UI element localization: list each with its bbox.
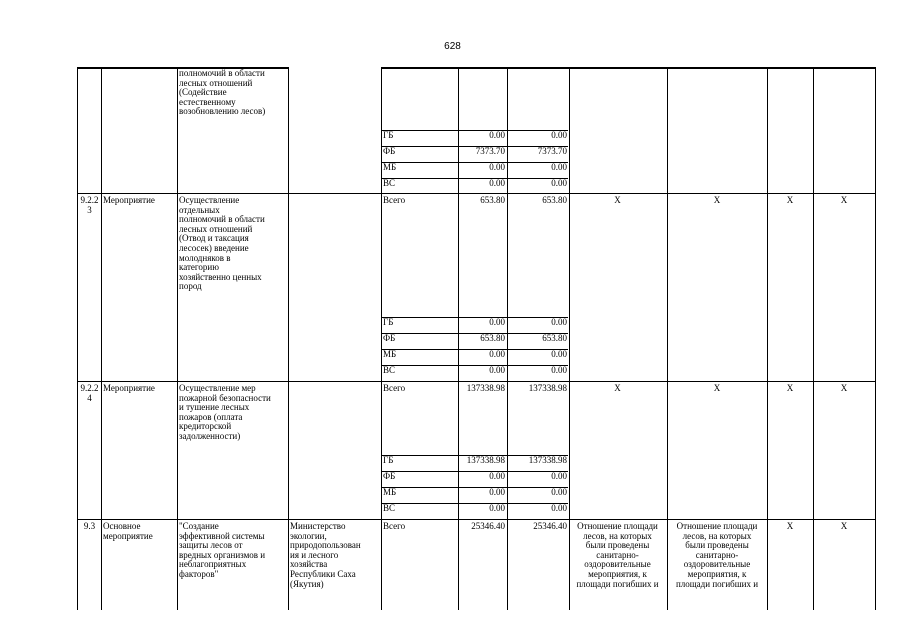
indicator-text: Отношение площади лесов, на которых были проведены санитарно- оздоровительные мероприятия, к площади погибших и (576, 521, 659, 589)
amount-value: 0.00 (489, 503, 505, 513)
x-mark: X (840, 383, 848, 393)
amount-value: 0.00 (489, 130, 505, 140)
amount-value: 0.00 (489, 365, 505, 375)
row-code: 9.2.2 4 (80, 383, 99, 403)
total-value: 653.80 (542, 195, 567, 205)
source-label: ФБ (383, 333, 396, 343)
amount-value: 137338.98 (528, 455, 567, 465)
source-label: ВС (383, 365, 396, 375)
amount-value: 0.00 (551, 365, 567, 375)
x-mark: X (614, 195, 621, 205)
source-label: ФБ (383, 471, 396, 481)
amount-value: 0.00 (489, 349, 505, 359)
total-label: Всего (383, 383, 406, 393)
amount-value: 0.00 (489, 487, 505, 497)
amount-value: 653.80 (480, 333, 505, 343)
source-label: ВС (383, 178, 396, 188)
row-description: "Создание эффективной системы защиты лесов от вредных организмов и неблагоприятных факторов" (179, 521, 266, 579)
x-mark: X (840, 521, 848, 531)
amount-value: 0.00 (551, 349, 567, 359)
x-mark: X (840, 195, 848, 205)
x-mark: X (614, 383, 621, 393)
row-type: Основное мероприятие (103, 521, 153, 541)
source-label: ГБ (383, 455, 394, 465)
amount-value: 0.00 (551, 162, 567, 172)
amount-value: 0.00 (489, 317, 505, 327)
amount-value: 0.00 (551, 130, 567, 140)
indicator-text: Отношение площади лесов, на которых были проведены санитарно- оздоровительные мероприятия, к площади погибших и (675, 521, 759, 589)
source-label: МБ (383, 487, 397, 497)
amount-value: 137338.98 (466, 455, 505, 465)
source-label: ФБ (383, 146, 396, 156)
amount-value: 0.00 (489, 471, 505, 481)
row-type: Мероприятие (103, 195, 155, 205)
row-code: 9.2.2 3 (80, 195, 99, 215)
amount-value: 0.00 (551, 317, 567, 327)
x-mark: X (786, 383, 794, 393)
row-code: 9.3 (83, 521, 96, 531)
source-label: ВС (383, 503, 396, 513)
row-type: Мероприятие (103, 383, 155, 393)
x-mark: X (786, 521, 794, 531)
amount-value: 0.00 (489, 178, 505, 188)
row-description: Осуществление мер пожарной безопасности и тушение лесных пожаров (оплата кредиторской задолженности) (179, 383, 271, 441)
source-label: ГБ (383, 317, 394, 327)
amount-value: 0.00 (551, 503, 567, 513)
amount-value: 7373.70 (475, 146, 505, 156)
amount-value: 0.00 (551, 178, 567, 188)
x-mark: X (786, 195, 794, 205)
row-description: Осуществление отдельных полномочий в области лесных отношений (Отвод и таксация лесосек) введение молодняков в категорию хозяйственно ценных пород (179, 195, 265, 292)
total-value: 25346.40 (533, 521, 567, 531)
total-label: Всего (383, 521, 406, 531)
page-number: 628 (444, 41, 461, 52)
continued-description: полномочий в области лесных отношений (Содействие естественному возобновлению лесов) (179, 68, 266, 117)
total-value: 653.80 (480, 195, 505, 205)
amount-value: 653.80 (542, 333, 567, 343)
x-mark: X (713, 195, 721, 205)
x-mark: X (713, 383, 721, 393)
amount-value: 0.00 (551, 471, 567, 481)
total-value: 25346.40 (471, 521, 505, 531)
budget-table (77, 67, 876, 627)
amount-value: 7373.70 (537, 146, 567, 156)
amount-value: 0.00 (489, 162, 505, 172)
row-executor: Министерство экологии, природопользован ия и лесного хозяйства Республики Саха (Якутия) (290, 521, 361, 589)
source-label: МБ (383, 162, 397, 172)
source-label: ГБ (383, 130, 394, 140)
total-label: Всего (383, 195, 406, 205)
source-label: МБ (383, 349, 397, 359)
total-value: 137338.98 (528, 383, 567, 393)
amount-value: 0.00 (551, 487, 567, 497)
total-value: 137338.98 (466, 383, 505, 393)
